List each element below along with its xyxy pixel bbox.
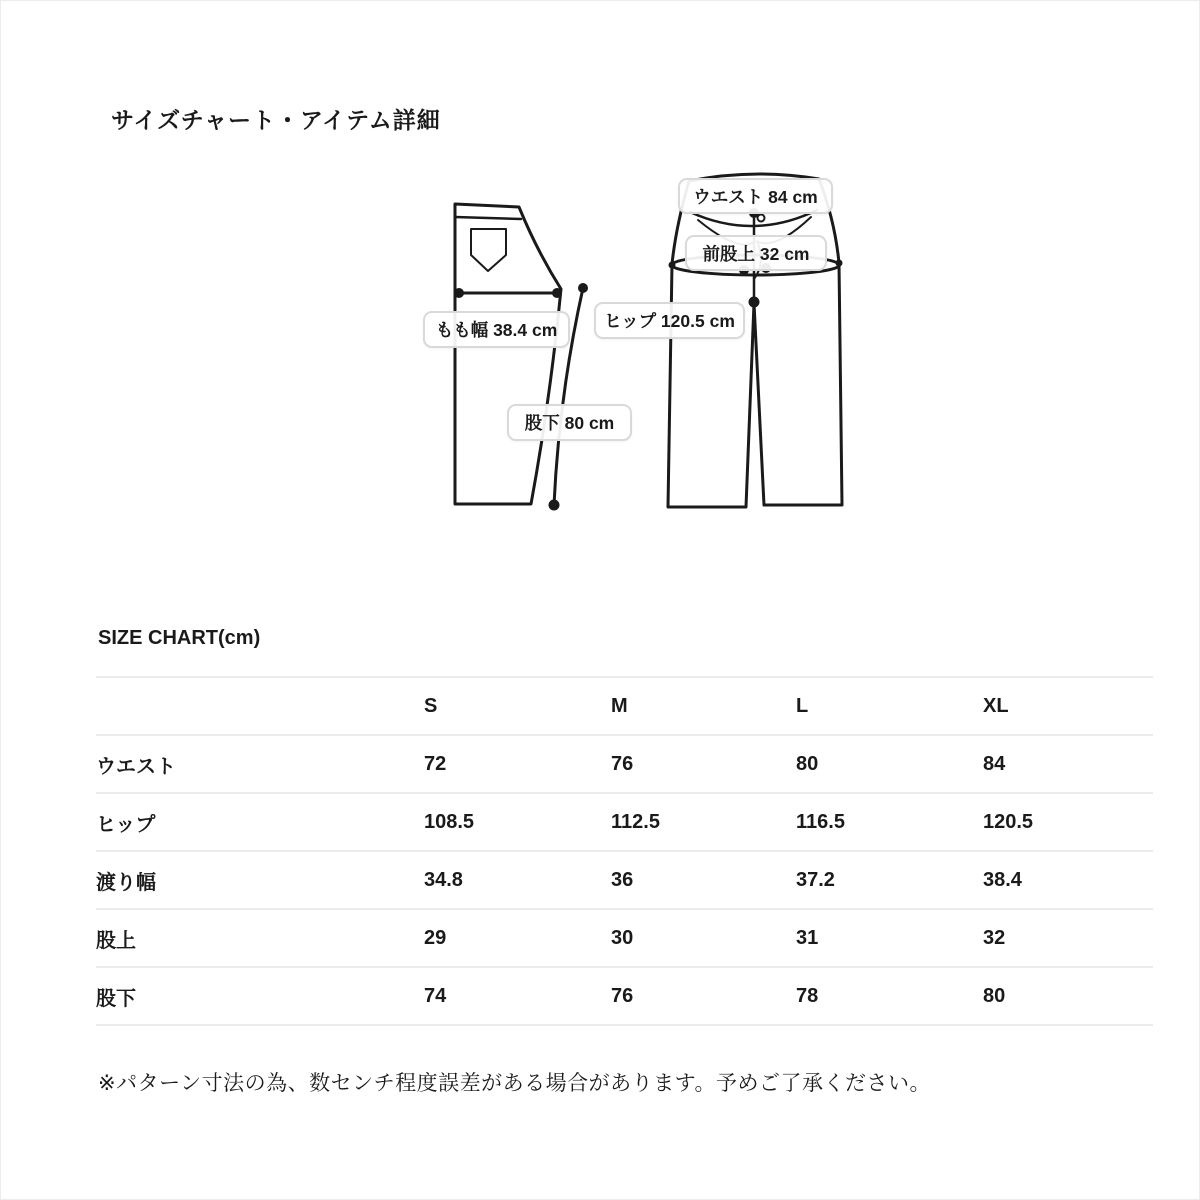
corner-cell <box>96 677 424 735</box>
measure-dot <box>549 500 559 510</box>
button <box>758 215 765 222</box>
measurement-label-thigh: もも幅 38.4 cm <box>423 311 570 348</box>
cell: 34.8 <box>424 868 463 891</box>
row-label: 股下 <box>96 987 136 1010</box>
measure-dot <box>669 262 675 268</box>
size-chart-header-row <box>96 677 1153 735</box>
cell: 76 <box>611 984 634 1007</box>
pants-side-diagram <box>455 204 588 510</box>
footnote: ※パターン寸法の為、数センチ程度誤差がある場合があります。予めご了承ください。 <box>98 1072 931 1095</box>
cell: 80 <box>796 752 819 775</box>
cell: 112.5 <box>611 810 660 833</box>
column-header: M <box>611 694 628 717</box>
size-diagram <box>1 1 1200 561</box>
cell: 84 <box>983 752 1006 775</box>
cell: 74 <box>424 984 447 1007</box>
cell: 36 <box>611 868 634 891</box>
cell: 30 <box>611 926 634 949</box>
size-chart-table <box>96 676 1153 1026</box>
cell: 31 <box>796 926 819 949</box>
row-label: ヒップ <box>96 813 156 836</box>
measurement-label-inseam: 股下 80 cm <box>507 404 632 441</box>
cell: 32 <box>983 926 1006 949</box>
cell: 116.5 <box>796 810 845 833</box>
row-label: 渡り幅 <box>96 871 156 894</box>
measure-dot <box>836 260 842 266</box>
row-label: 股上 <box>96 929 136 952</box>
measurement-label-front-rise: 前股上 32 cm <box>685 235 827 271</box>
measurement-label-waist: ウエスト 84 cm <box>678 178 833 214</box>
measurement-label-hip: ヒップ 120.5 cm <box>594 302 745 339</box>
cell: 37.2 <box>796 868 835 891</box>
measure-dot <box>579 284 588 293</box>
size-chart-heading: SIZE CHART(cm) <box>98 627 261 649</box>
cell: 76 <box>611 752 634 775</box>
column-header: XL <box>983 694 1009 717</box>
table-row <box>96 735 1153 793</box>
cell: 78 <box>796 984 819 1007</box>
table-row <box>96 967 1153 1025</box>
cell: 38.4 <box>983 868 1022 891</box>
cell: 29 <box>424 926 447 949</box>
pants-front-diagram <box>668 174 842 507</box>
column-header: L <box>796 694 809 717</box>
column-header: S <box>424 694 438 717</box>
measure-dot <box>455 289 464 298</box>
page-title: サイズチャート・アイテム詳細 <box>111 107 441 133</box>
cell: 80 <box>983 984 1006 1007</box>
cell: 108.5 <box>424 810 475 833</box>
row-label: ウエスト <box>96 755 176 778</box>
cell: 120.5 <box>983 810 1034 833</box>
table-row <box>96 909 1153 967</box>
cell: 72 <box>424 752 447 775</box>
measure-dot <box>749 297 759 307</box>
table-row <box>96 793 1153 851</box>
table-row <box>96 851 1153 909</box>
measure-dot <box>553 289 562 298</box>
